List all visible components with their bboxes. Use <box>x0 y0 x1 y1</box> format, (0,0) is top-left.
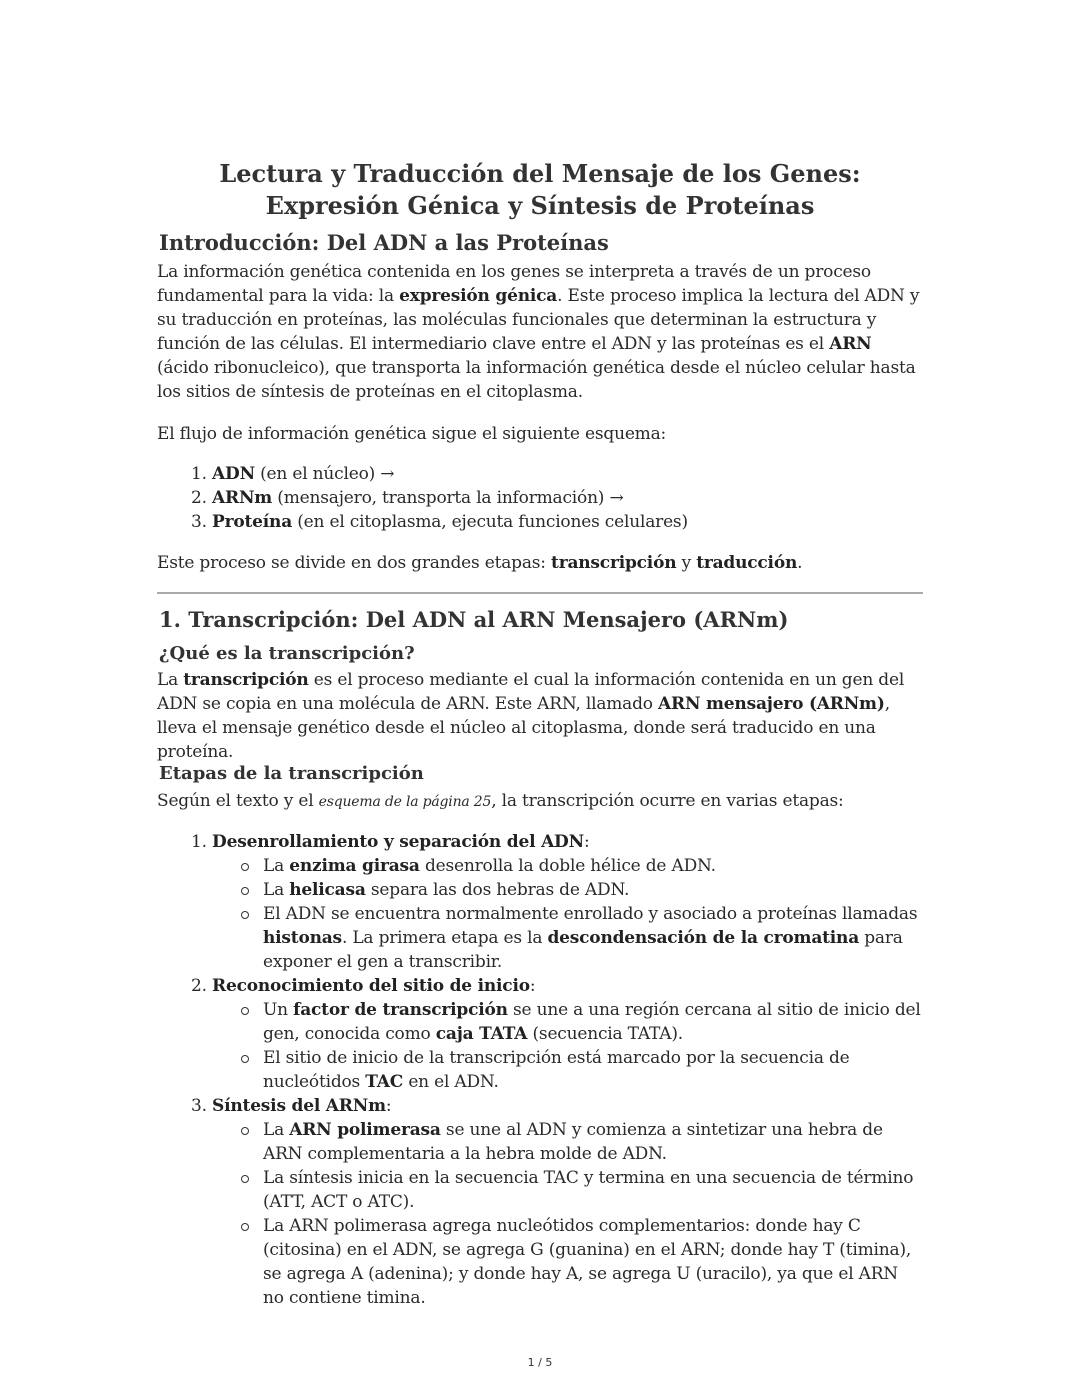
bold-term: Proteína <box>212 512 293 532</box>
section-divider <box>157 592 923 594</box>
text: La información genética contenida en los genes se interpreta a través de un proceso fundamental para la vida: la <box>157 262 871 306</box>
bold-term: TAC <box>365 1072 404 1092</box>
text: para exponer el gen a transcribir. <box>263 928 903 972</box>
list-number: 3. <box>191 512 207 532</box>
italic-reference: esquema de la página 25 <box>318 794 492 810</box>
text: se une a una región cercana al sitio de inicio del gen, conocida como <box>263 1000 921 1044</box>
text: La síntesis inicia en la secuencia TAC y termina en una secuencia de término (ATT, ACT o ATC). <box>263 1168 914 1212</box>
text: : <box>583 832 590 852</box>
bold-term: factor de transcripción <box>293 1000 508 1020</box>
sublist-item <box>263 1214 923 1310</box>
list-number: 1. <box>191 464 207 484</box>
text: La <box>263 1120 290 1140</box>
section1-heading: 1. Transcripción: Del ADN al ARN Mensajero (ARNm) <box>159 607 789 632</box>
sublist-item <box>263 854 923 878</box>
what-heading: ¿Qué es la transcripción? <box>159 643 415 664</box>
stage-item <box>191 974 923 1094</box>
stage-sublist <box>191 1118 923 1310</box>
bold-term: helicasa <box>289 880 366 900</box>
text: separa las dos hebras de ADN. <box>365 880 630 900</box>
sublist-item <box>263 1166 923 1214</box>
stage-item <box>191 830 923 974</box>
text: . <box>797 553 803 573</box>
bold-term: enzima girasa <box>289 856 420 876</box>
stage-sublist <box>191 854 923 974</box>
bold-term: caja TATA <box>435 1024 528 1044</box>
bold-term: histonas <box>263 928 342 948</box>
bold-term: ARN mensajero (ARNm) <box>658 694 885 714</box>
text: : <box>529 976 536 996</box>
page-indicator: 1 / 5 <box>527 1356 553 1369</box>
text: El sitio de inicio de la transcripción está marcado por la secuencia de nucleótidos <box>263 1048 850 1092</box>
stage-title: Síntesis del ARNm <box>212 1096 386 1116</box>
text: La <box>263 880 290 900</box>
text: Según el texto y el <box>157 791 319 811</box>
text: La <box>263 856 290 876</box>
flow-item <box>191 486 923 510</box>
stages-heading: Etapas de la transcripción <box>159 763 424 784</box>
text: (en el núcleo) → <box>254 464 395 484</box>
stage-title: Desenrollamiento y separación del ADN <box>212 832 584 852</box>
bold-term: transcripción <box>183 670 309 690</box>
stage-item <box>191 1094 923 1310</box>
text: . La primera etapa es la <box>341 928 548 948</box>
list-number: 1. <box>191 832 207 852</box>
bold-term: ARNm <box>212 488 273 508</box>
list-number: 2. <box>191 488 207 508</box>
flow-item <box>191 510 923 534</box>
stages-summary <box>157 551 923 575</box>
text: (secuencia TATA). <box>527 1024 683 1044</box>
sublist-item <box>263 1046 923 1094</box>
flow-list <box>191 462 923 534</box>
stage-title: Reconocimiento del sitio de inicio <box>212 976 530 996</box>
text: (mensajero, transporta la información) → <box>272 488 624 508</box>
bold-term: ARN <box>829 334 872 354</box>
stage-sublist <box>191 998 923 1094</box>
bold-term: descondensación de la cromatina <box>547 928 860 948</box>
text: Un <box>263 1000 294 1020</box>
text: es el proceso mediante el cual la información contenida en un gen del ADN se copia en una molécula de ARN. Este ARN, llamado <box>157 670 905 714</box>
text: y <box>676 553 697 573</box>
text: (ácido ribonucleico), que transporta la información genética desde el núcleo celular hasta los sitios de síntesis de proteínas en el citoplasma. <box>157 358 916 402</box>
sublist-item <box>263 1118 923 1166</box>
text: . Este proceso implica la lectura del ADN y su traducción en proteínas, las moléculas funcionales que determinan la estructura y función de las células. El intermediario clave entre el ADN y las proteínas es el <box>157 286 920 354</box>
sublist-item <box>263 902 923 974</box>
text: , lleva el mensaje genético desde el núcleo al citoplasma, donde será traducido en una proteína. <box>157 694 890 762</box>
text: Este proceso se divide en dos grandes etapas: <box>157 553 552 573</box>
flow-intro: El flujo de información genética sigue el siguiente esquema: <box>157 424 667 444</box>
bold-term: transcripción <box>551 553 677 573</box>
text: se une al ADN y comienza a sintetizar una hebra de ARN complementaria a la hebra molde de ADN. <box>263 1120 883 1164</box>
text: : <box>385 1096 392 1116</box>
stages-list <box>191 830 923 1310</box>
text: (en el citoplasma, ejecuta funciones celulares) <box>292 512 688 532</box>
stages-intro <box>157 789 923 814</box>
bold-term: ARN polimerasa <box>289 1120 441 1140</box>
what-paragraph <box>157 668 923 764</box>
bold-term: expresión génica <box>399 286 558 306</box>
text: El ADN se encuentra normalmente enrollado y asociado a proteínas llamadas <box>263 904 918 924</box>
text: La ARN polimerasa agrega nucleótidos complementarios: donde hay C (citosina) en el ADN, se agrega G (guanina) en el ARN; donde hay T (timina), se agrega A (adenina); y donde hay A, se agrega U (uracilo), ya que el ARN no contiene timina. <box>263 1216 912 1308</box>
flow-item <box>191 462 923 486</box>
list-number: 2. <box>191 976 207 996</box>
text: en el ADN. <box>403 1072 499 1092</box>
text: desenrolla la doble hélice de ADN. <box>419 856 716 876</box>
text: , la transcripción ocurre en varias etapas: <box>491 791 844 811</box>
intro-paragraph <box>157 260 923 404</box>
list-number: 3. <box>191 1096 207 1116</box>
sublist-item <box>263 878 923 902</box>
sublist-item <box>263 998 923 1046</box>
document-title: Lectura y Traducción del Mensaje de los Genes: Expresión Génica y Síntesis de Proteínas <box>219 159 861 220</box>
text: La <box>157 670 184 690</box>
bold-term: traducción <box>696 553 798 573</box>
bold-term: ADN <box>212 464 255 484</box>
intro-heading: Introducción: Del ADN a las Proteínas <box>159 230 609 255</box>
